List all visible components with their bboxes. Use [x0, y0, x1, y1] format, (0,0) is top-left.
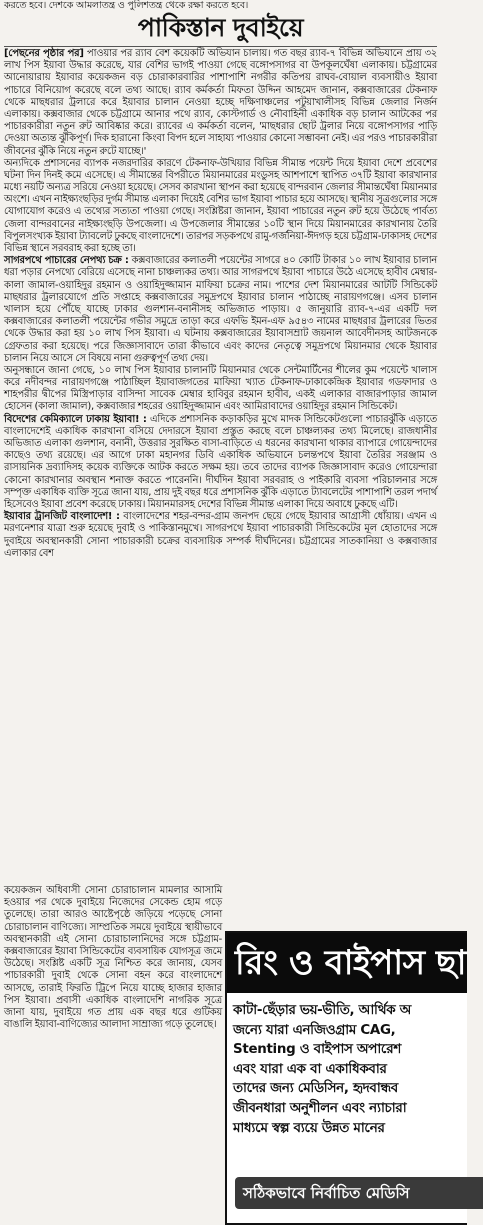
article-paragraph: কয়েকজন অধিবাসী সোনা চোরাচালান মামলার আসামি হওয়ার পর থেকে দুবাইয়ে নিজেদের সেকেন্ড হোম গড়ে তুলেছে। তারা আরও আষ্টেপৃষ্ঠে জড়িয়ে পড়েছে সোনা চোরাচালান বাণিজ্যে। সাম্প্রতিক সময়ে দুবাইয়ে স্থায়ীভাবে অবস্থানকারী এই সোনা চোরাচালানিদের সঙ্গে চট্টগ্রাম-কক্সবাজারের ইয়াবা সিন্ডিকেটের ব্যবসায়িক যোগসূত্র জমে উঠেছে। সংশ্লিষ্ট একটি সূত্র নিশ্চিত করে জানায়, যেসব পাচারকারী দুবাই থেকে সোনা বহন করে বাংলাদেশে আসছে, তারাই ফিরতি ট্রিপে নিয়ে যাচ্ছে হাজার হাজার পিস ইয়াবা। প্রবাসী একাধিক বাংলাদেশি নাগরিক সূত্রে জানা যায়, দুবাইয়ে গত প্রায় এক বছর ধরে গুটিকয় বাঙালি ইয়াবা-বাণিজ্যের আলাদা সাম্রাজ্য গড়ে তুলেছে। — [4, 885, 222, 1031]
article-headline: পাকিস্তান দুবাইয়ে — [137, 13, 304, 42]
ad-body — [227, 993, 467, 1138]
article-paragraph: বিদেশের কেমিক্যালে ঢাকায় ইয়াবা! : এদিকে প্রশাসনিক কড়াকড়ির মুখে মাদক সিন্ডিকেটগুলো পাচারঝুঁকি এড়াতে বাংলাদেশেই একাধিক কারখানা বসিয়ে দেদারসে ইয়াবা প্রস্তুত করছে বলে চাঞ্চল্যকর তথ্য মিলেছে। রাজধানীর অভিজাত এলাকা গুলশান, বনানী, উত্তরার সুরক্ষিত বাসা-বাড়িতে এ ধরনের কারখানা থাকার ব্যাপারে গোয়েন্দাদের কাছেও তথ্য রয়েছে। এর আগে ঢাকা মহানগর ডিবি একাধিক অভিযানে চলন্তপথে ইয়াবা তৈরির সরঞ্জাম ও রাসায়নিক দ্রব্যাদিসহ কয়েক ব্যক্তিকে আটক করতে সক্ষম হয়। তবে তাদের ব্যাপক জিজ্ঞাসাবাদ করেও গোয়েন্দারা কোনো কারখানার অবস্থান শনাক্ত করতে পারেননি। দীর্ঘদিন ইয়াবা সরবরাহ ও পাইকারি ব্যবসা পরিচালনার সঙ্গে সম্পৃক্ত একাধিক ব্যক্তি সূত্রে জানা যায়, প্রায় দুই বছর ধরে প্রশাসনিক ঝুঁকি এড়াতে ট্যাবলেটের পাশাপাশি তরল পদার্থ হিসেবেও ইয়াবা প্রবেশ করেছে ঢাকায়। মিয়ানমারসহ দেশের বিভিন্ন সীমান্ত এলাকা দিয়ে অবাধে ঢুকছে এটি। — [4, 413, 437, 510]
section-subhead: বিদেশের কেমিক্যালে ঢাকায় ইয়াবা! : — [4, 413, 147, 425]
ad-line: জীবনধারা অনুশীলন এবং ন্যাচারা — [233, 1100, 407, 1116]
article-paragraph: [পেছনের পৃষ্ঠার পর] পাওয়ার পর র‌্যাব বেশ কয়েকটি অভিযান চালায়। গত বছর র‌্যাব-৭ বিভিন্ন অভিযানে প্রায় ৩২ লাখ পিস ইয়াবা উদ্ধার করেছে, যার বেশির ভাগই পাওয়া গেছে বঙ্গোপসাগর বা উপকূলঘেঁষা এলাকায়। চট্টগ্রামের আনোয়ারায় ইয়াবার কয়েকজন বড় চোরাকারবারির পাশাপাশি নগরীর কতিপয় রাঘব-বোয়াল ব্যবসায়ীও ইয়াবা পাচারে বিনিয়োগ করেছে বলে তথ্য আছে। র‌্যাব কর্মকর্তা মিফতা উদ্দিন আহমেদ জানান, কক্সবাজারের টেকনাফ থেকে মাছধরার ট্রলারে করে ইয়াবার চালান নেওয়া হচ্ছে দক্ষিণাঞ্চলের পটুয়াখালীসহ বিভিন্ন জেলার নির্জন এলাকায়। কক্সবাজার থেকে চট্টগ্রামে আনার পথে র‌্যাব, কোস্টগার্ড ও নৌবাহিনী একাধিক বড় চালান আটকের পর পাচারকারীরা নতুন রুট আবিষ্কার করে। র‌্যাবের এ কর্মকর্তা বলেন, 'মাছধরার ছোট ট্রলার নিয়ে বঙ্গোপসাগর পাড়ি দেওয়া অত্যন্ত ঝুঁকিপূর্ণ। দিক হারানো কিংবা বিপদ হলে সাহায্য পাওয়ার কোনো সম্ভাবনা নেই। এর পরও পাচারকারীরা জীবনের ঝুঁকি নিয়ে নতুন রুটে যাচ্ছে।' — [4, 48, 437, 157]
article-body — [4, 48, 437, 883]
article-paragraph: অনুসন্ধানে জানা গেছে, ১০ লাখ পিস ইয়াবার চালানটি মিয়ানমার থেকে সেন্টমার্টিনের শীলের কুম পয়েন্টে খালাস করে নদীবন্দর নারায়ণগঞ্জে পাঠাচ্ছিল ইয়াবাজগতের মাফিয়া খ্যাত টেকনাফ-ঢাকাকেন্দ্রিক ইয়াবার গডফাদার ও শাহপরীর দ্বীপের মিস্ত্রিপাড়ার বাসিন্দা সাবেক মেম্বার হাবিবুর রহমান হাবীব, একই এলাকার বাজারপাড়ার জামাল হোসেন (কালা জামাল), কক্সবাজার শহরের ওয়াহিদুজ্জামান এবং আমিরাবাদের ওয়াহিদুর রহমান সিন্ডিকেট। — [4, 364, 437, 413]
previous-article-fragment: করতে হবে। দেশকে আমলাতন্ত্র ও পুলিশতন্ত্র থেকে রক্ষা করতে হবে। — [4, 0, 249, 11]
ad-line: জন্যে যারা এনজিওগ্রাম CAG, — [233, 1022, 396, 1038]
continuation-label: [পেছনের পৃষ্ঠার পর] — [4, 48, 84, 59]
ad-line: তাদের জন্য মেডিসিন, হৃদবান্ধব — [233, 1081, 398, 1097]
ad-line: Stenting ও বাইপাস অপারেশ — [233, 1042, 401, 1058]
advertisement-box — [225, 931, 467, 1225]
article-paragraph: অন্যদিকে প্রশাসনের ব্যাপক নজরদারির কারণে টেকনাফ-উখিয়ার বিভিন্ন সীমান্ত পয়েন্ট দিয়ে ইয়াবা দেশে প্রবেশের ঘটনা দিন দিনই কমে এসেছে। এ সীমান্তের বিপরীতে মিয়ানমারের মংডুসহ আশপাশে স্থাপিত ৩৭টি ইয়াবা কারখানার মধ্যে নয়টি অন্যত্র সরিয়ে নেওয়া হয়েছে। সেসব কারখানা স্থাপন করা হয়েছে বান্দরবান জেলার সীমান্তঘেঁষা মিয়ানমার অংশে। এখন নাইক্ষ্যংছড়ির দুর্গম সীমান্ত এলাকা দিয়েই বেশির ভাগ ইয়াবা পাচার হয়ে আসছে। স্থানীয় সূত্রগুলোর সঙ্গে যোগাযোগ করেও এ তথ্যের সত্যতা পাওয়া গেছে। সংশ্লিষ্টরা জানান, ইয়াবা পাচারের নতুন রুট হয়ে উঠেছে পার্বত্য জেলা বান্দরবানের নাইক্ষ্যংছড়ি উপজেলা। এ উপজেলার সীমান্তের ১০টি স্থান দিয়ে মিয়ানমারের কারখানায় তৈরি বিপুলসংখ্যক ইয়াবা ট্যাবলেট ঢুকছে বাংলাদেশে। তারপর সড়কপথে রামু-গর্জনিয়া-ঈদগড় হয়ে চট্টগ্রাম-ঢাকাসহ দেশের বিভিন্ন স্থানে সরবরাহ করা হচ্ছে তা। — [4, 157, 437, 254]
ad-footer-banner: সঠিকভাবে নির্বাচিত মেডিসি — [235, 1177, 483, 1209]
ad-line: মাধ্যমে স্বল্প ব্যয়ে উন্নত মানের — [233, 1120, 385, 1136]
ad-banner: রিং ও বাইপাস ছা — [227, 933, 467, 993]
article-paragraph: ইয়াবার ট্রানজিট বাংলাদেশ! : বাংলাদেশের শহর-বন্দর-গ্রাম জনপদ ছেয়ে গেছে ইয়াবার আগ্রাসী ধোঁয়ায়। এখন এ মরণনেশার যাত্রা শুরু হয়েছে দুবাই ও পাকিস্তানমুখে। সাগরপথে ইয়াবা পাচারকারী সিন্ডিকেটের মূল হোতাদের সঙ্গে দুবাইয়ে অবস্থানকারী সোনা পাচারকারী চক্রের ব্যবসায়িক সম্পর্ক দীর্ঘদিনের। চট্টগ্রামের সাতকানিয়া ও কক্সবাজার এলাকার বেশ — [4, 511, 437, 559]
ad-line: এবং যারা এক বা একাধিকবার — [233, 1061, 387, 1077]
article-left-column — [4, 885, 222, 1207]
article-paragraph: সাগরপথে পাচারের নেপথ্য চক্র : কক্সবাজারের কলাতলী পয়েন্টের সাগরে ৪০ কোটি টাকার ১০ লাখ ইয়াবার চালান ধরা পড়ার নেপথ্যে বেরিয়ে এসেছে নানা চাঞ্চল্যকর তথ্য। আর সাগরপথে ইয়াবা পাচারে উঠে এসেছে হাবীব মেম্বার-কালা জামাল-ওয়াহিদুর রহমান ও ওয়াহিদুজ্জামান মাফিয়া চক্রের নাম। পাশের দেশ মিয়ানমারের আটটি সিন্ডিকেট মাছধরার ট্রলারযোগে প্রতি সপ্তাহে কক্সবাজারের সমুদ্রপথে ইয়াবার চালান পাঠাচ্ছে নারায়ণগঞ্জে। এসব চালান খালাস হয়ে পৌঁছে যাচ্ছে ঢাকার গুলশান-বনানীসহ অভিজাত পাড়ায়। ৫ জানুয়ারি র‌্যাব-৭-এর একটি দল কক্সবাজারের কলাতলী পয়েন্টের গভীর সমুদ্রে তাড়া করে এফভি ইমন-এফ ৯৫৪৩ নামের মাছধরার ট্রলারের ভিতর থেকে উদ্ধার করা হয় ১০ লাখ পিস ইয়াবা। এ ঘটনায় কক্সবাজারের ইয়াবাসম্রাট জয়নাল আবেদীনসহ আটজনকে গ্রেফতার করা হয়েছে। পরে জিজ্ঞাসাবাদে তারা কীভাবে এবং কাদের নেতৃত্বে সমুদ্রপথে মিয়ানমার থেকে ইয়াবার চালান নিয়ে আসে সে বিষয়ে নানা গুরুত্বপূর্ণ তথ্য দেয়। — [4, 255, 437, 364]
ad-line: কাটা-ছেঁড়ার ভয়-ভীতি, আর্থিক অ — [233, 1003, 411, 1018]
headline-divider — [4, 46, 437, 47]
section-subhead: সাগরপথে পাচারের নেপথ্য চক্র : — [4, 255, 129, 267]
section-subhead: ইয়াবার ট্রানজিট বাংলাদেশ! : — [4, 511, 120, 523]
